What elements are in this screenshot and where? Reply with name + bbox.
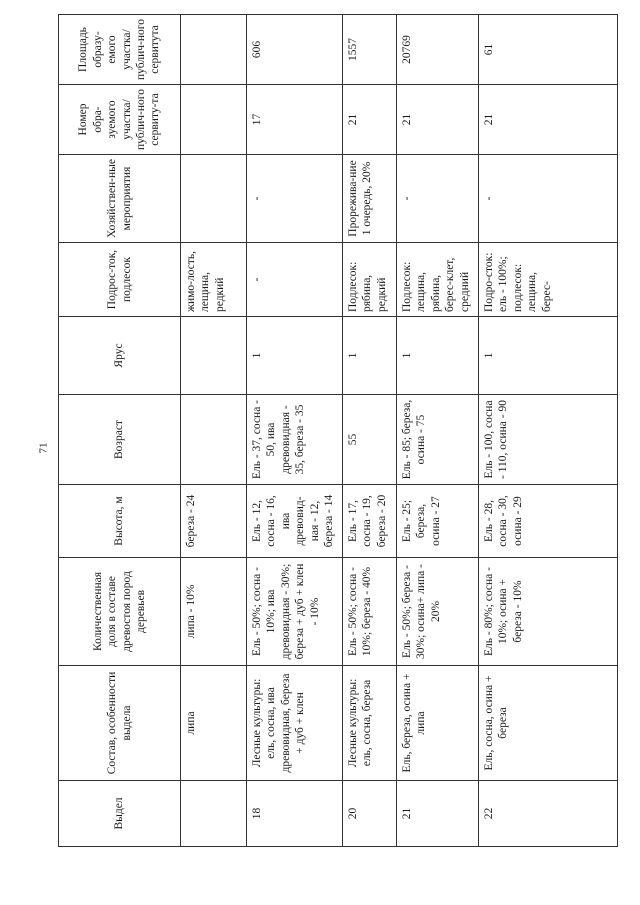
table-cell: - [397,155,479,243]
table-cell [181,317,247,395]
table-cell: 18 [247,781,343,847]
table-cell [181,85,247,155]
table-cell: 20769 [397,15,479,85]
table-cell: 17 [247,85,343,155]
table-cell: Ель - 28, сосна - 30, осина - 29 [479,485,618,558]
header-cell: Возраст [59,395,181,485]
table-cell [181,781,247,847]
table-cell: 1557 [343,15,397,85]
table-row [397,15,479,847]
table-cell: 21 [397,85,479,155]
table-cell: Ель - 50%; сосна - 10%; ива древовидная - 30%; береза + дуб + клен - 10% [247,558,343,666]
table-row [343,15,397,847]
header-cell: Количественная доля в составе древостоя пород деревьев [59,558,181,666]
table-cell: 1 [479,317,618,395]
table-cell: жимо-лость, лещина, редкий [181,243,247,317]
table-cell: Ель, сосна, осина + береза [479,666,618,781]
header-cell: Состав, особенности выдела [59,666,181,781]
table-row [479,15,618,847]
header-cell: Высота, м [59,485,181,558]
table-cell: Ель - 50%; береза - 30%; осина+ липа - 20% [397,558,479,666]
table-cell: 1 [397,317,479,395]
header-cell: Площадь образу-емого участка/ публич-ного сервитута [59,15,181,85]
table-cell: Ель - 17, сосна - 19, береза - 20 [343,485,397,558]
table-cell: - [479,155,618,243]
table-cell: липа - 10% [181,558,247,666]
table-cell: Ель - 50%; сосна - 10%; береза - 40% [343,558,397,666]
header-cell: Хозяйствен-ные мероприятия [59,155,181,243]
table-cell: береза - 24 [181,485,247,558]
table-cell: Ель, береза, осина + липа [397,666,479,781]
rotated-page [58,19,618,847]
table-cell [181,15,247,85]
table-cell: Ель - 25; береза, осина - 27 [397,485,479,558]
table-cell: Лесные культуры: ель, сосна, береза [343,666,397,781]
table-cell: 1 [343,317,397,395]
table-cell: 21 [479,85,618,155]
header-cell: Номер обра-зуемого участка/ публич-ного сервиту-та [59,85,181,155]
table-cell [181,395,247,485]
table-cell: Лесные культуры: ель, сосна, ива древовидная, береза + дуб + клен [247,666,343,781]
forest-table [58,14,618,847]
table-cell: Ель - 100, сосна - 110, осина - 90 [479,395,618,485]
table-cell: - [247,243,343,317]
table-cell [181,155,247,243]
table-cell: 55 [343,395,397,485]
table-cell: Ель - 80%; сосна - 10%; осина + береза - 10% [479,558,618,666]
table-cell: Подлесок: лещина, рябина, берес-клет, средний [397,243,479,317]
header-cell: Ярус [59,317,181,395]
table-cell: 606 [247,15,343,85]
table-row [181,15,247,847]
table-cell: Ель - 12, сосна - 16, ива древовид-ная - 12, береза - 14 [247,485,343,558]
table-cell: - [247,155,343,243]
page-number: 71 [37,442,50,454]
table-cell: Ель - 85; береза, осина - 75 [397,395,479,485]
header-cell: Выдел [59,781,181,847]
table-cell: 21 [343,85,397,155]
table-cell: Подлесок: рябина, редкий [343,243,397,317]
table-cell: 21 [397,781,479,847]
table-cell: Прорежива-ние 1 очередь, 20% [343,155,397,243]
header-row [59,15,181,847]
table-row [247,15,343,847]
table-cell: липа [181,666,247,781]
table-cell: Ель - 37, сосна - 50, ива древовидная - 35, береза - 35 [247,395,343,485]
table-cell: 61 [479,15,618,85]
table-cell: 22 [479,781,618,847]
table-cell: 1 [247,317,343,395]
header-cell: Подрос-ток, подлесок [59,243,181,317]
table-cell: 20 [343,781,397,847]
table-cell: Подро-сток: ель - 100%; подлесок: лещина, берес- [479,243,618,317]
